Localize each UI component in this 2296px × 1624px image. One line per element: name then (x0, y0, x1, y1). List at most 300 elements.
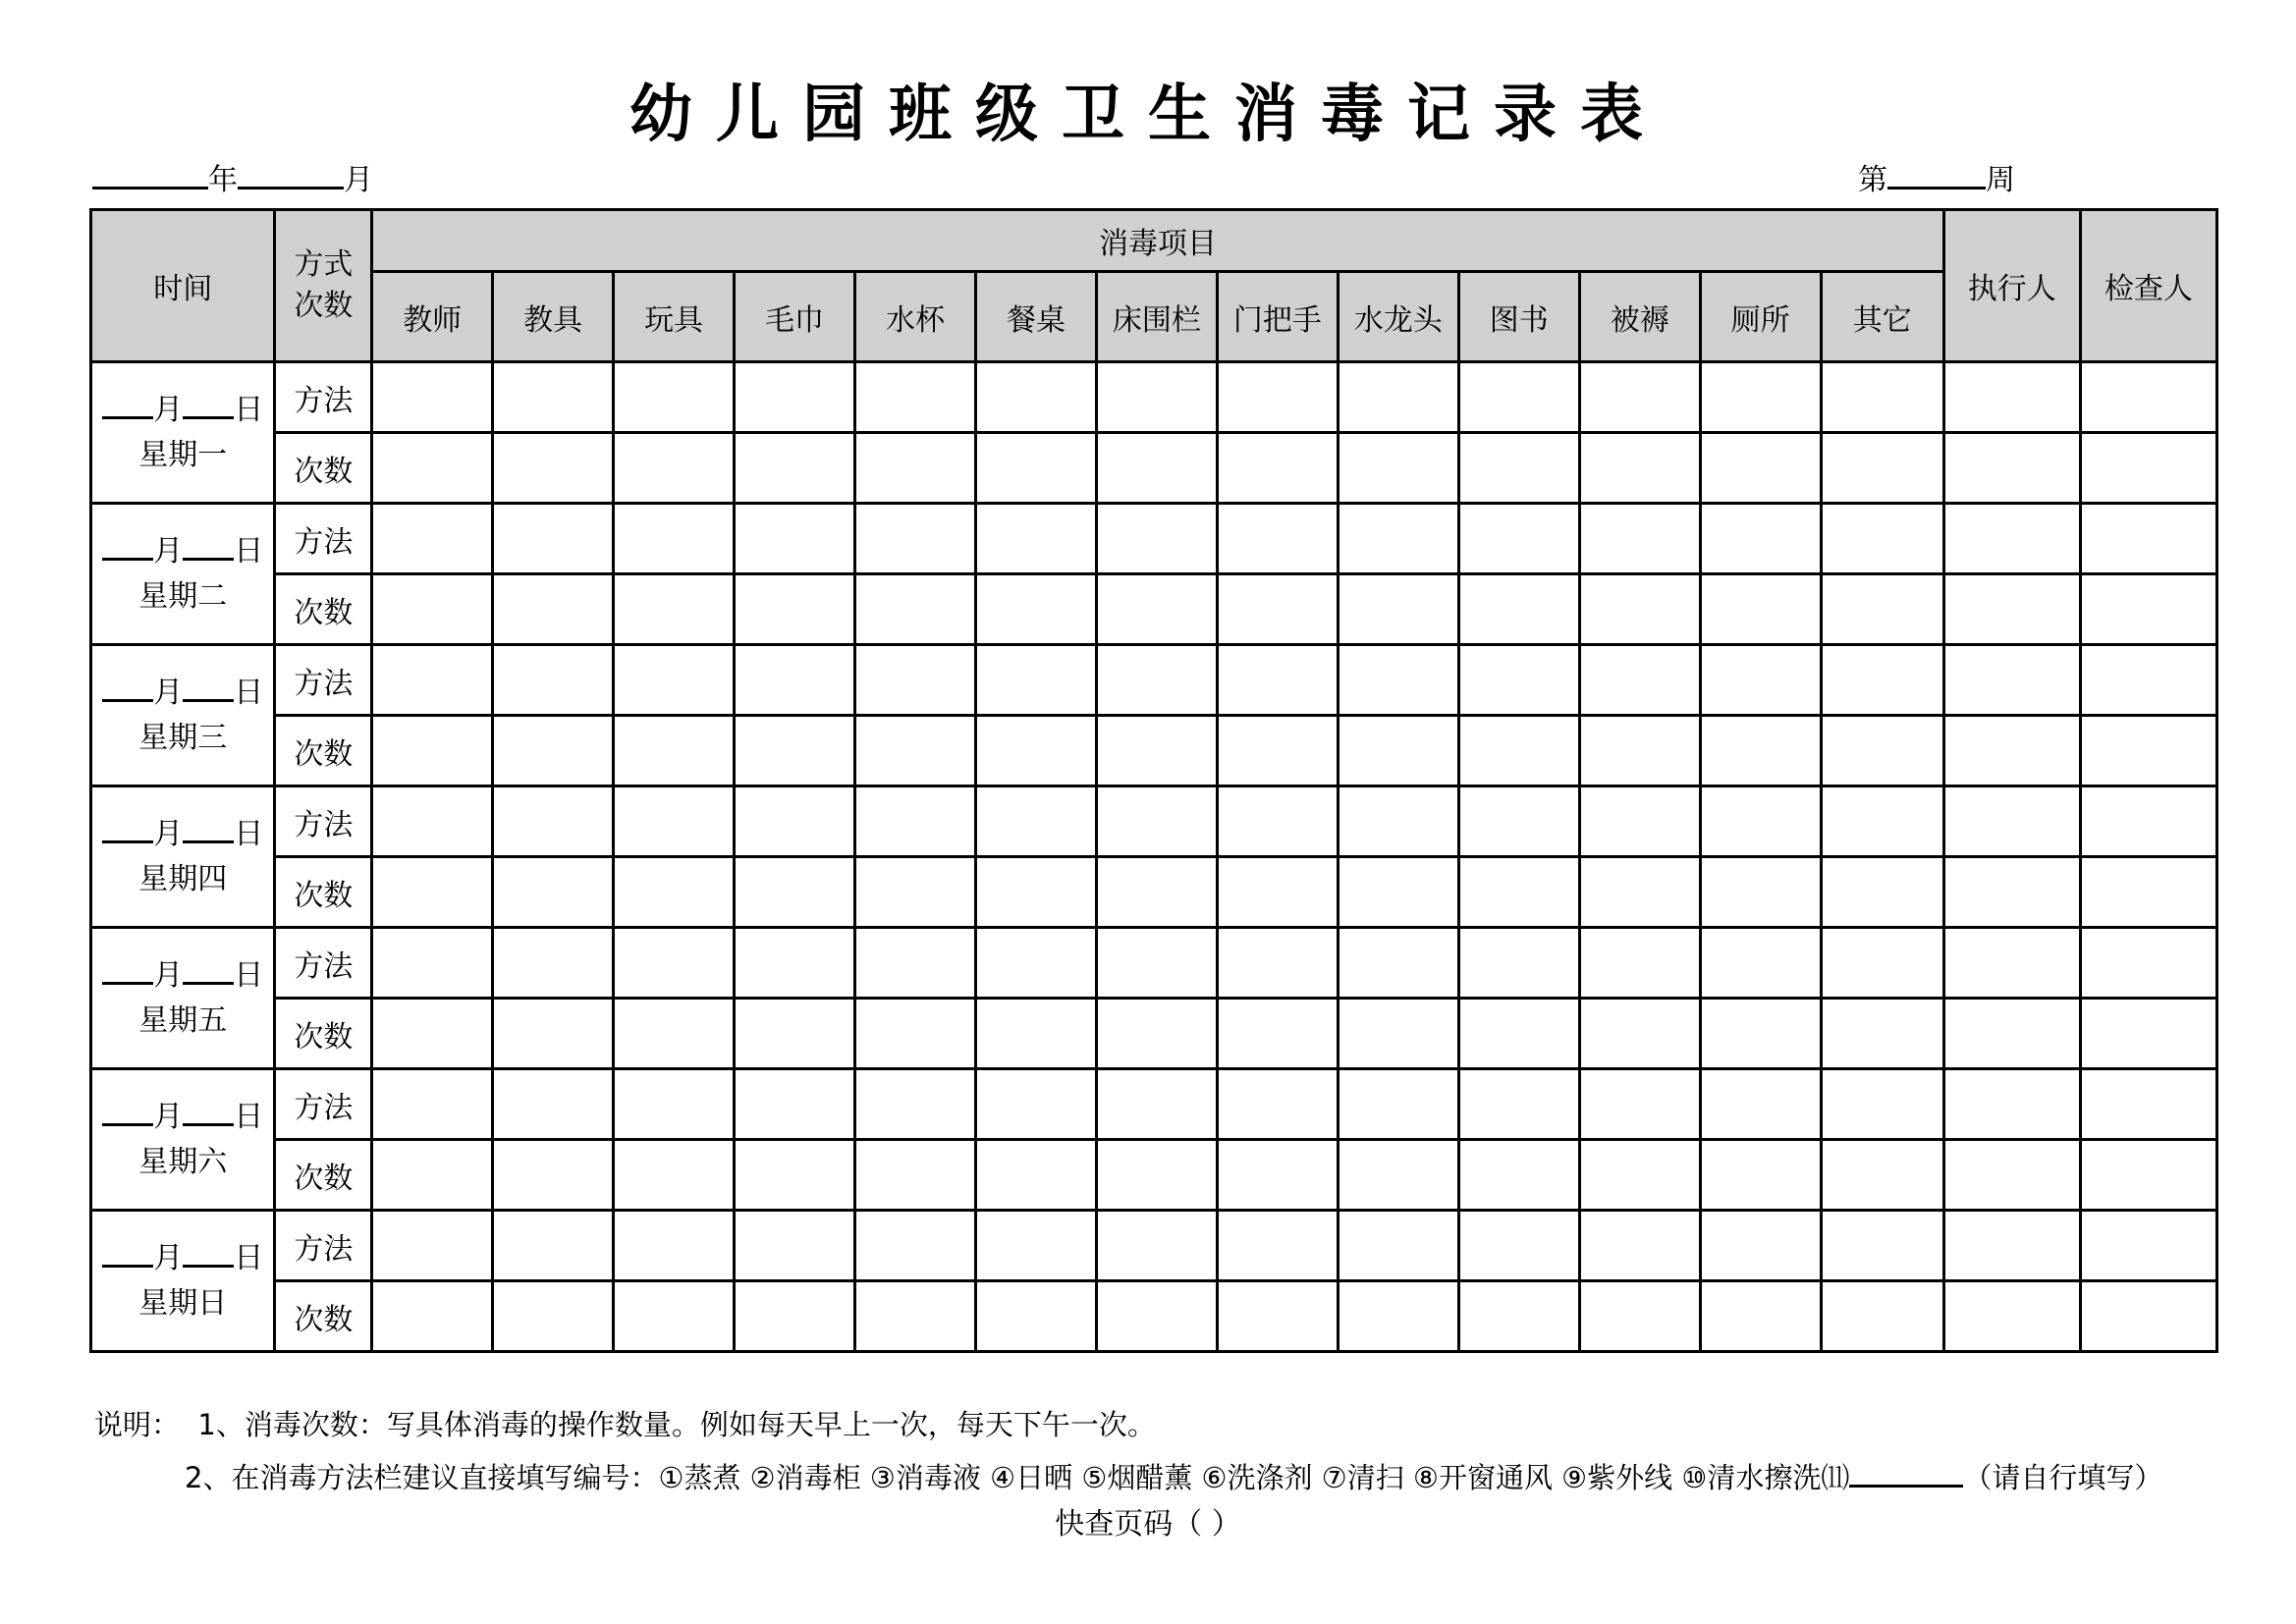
entry-cell[interactable] (1943, 857, 2080, 928)
entry-cell[interactable] (493, 716, 614, 786)
entry-cell[interactable] (1943, 999, 2080, 1069)
day-label: 日 (234, 392, 264, 427)
day-blank[interactable] (183, 672, 234, 702)
day-label: 日 (234, 1099, 264, 1134)
entry-cell[interactable] (2080, 1069, 2216, 1140)
entry-cell[interactable] (372, 928, 493, 999)
row-label: 方法 (275, 1069, 372, 1140)
entry-cell[interactable] (372, 786, 493, 857)
entry-cell[interactable] (1458, 857, 1579, 928)
day-blank[interactable] (183, 1237, 234, 1268)
entry-cell[interactable] (1217, 1211, 1338, 1281)
entry-cell[interactable] (735, 1281, 855, 1352)
entry-cell[interactable] (1700, 928, 1821, 999)
header-item: 玩具 (614, 272, 735, 362)
entry-cell[interactable] (855, 716, 976, 786)
entry-cell[interactable] (855, 1140, 976, 1211)
day-label: 日 (234, 1240, 264, 1275)
entry-cell[interactable] (1579, 645, 1700, 716)
entry-cell[interactable] (614, 716, 735, 786)
entry-cell[interactable] (1096, 928, 1217, 999)
month-blank[interactable] (102, 530, 153, 561)
entry-cell[interactable] (1700, 504, 1821, 574)
entry-cell[interactable] (1821, 1140, 1943, 1211)
entry-cell[interactable] (1096, 433, 1217, 504)
entry-cell[interactable] (1217, 1069, 1338, 1140)
header-item: 毛巾 (735, 272, 855, 362)
entry-cell[interactable] (1821, 645, 1943, 716)
entry-cell[interactable] (1217, 504, 1338, 574)
entry-cell[interactable] (855, 433, 976, 504)
date-cell (91, 645, 275, 786)
entry-cell[interactable] (1458, 1069, 1579, 1140)
entry-cell[interactable] (1821, 1069, 1943, 1140)
date-cell (91, 928, 275, 1069)
month-blank[interactable] (102, 813, 153, 843)
entry-cell[interactable] (1096, 999, 1217, 1069)
entry-cell[interactable] (1217, 574, 1338, 645)
entry-cell[interactable] (493, 857, 614, 928)
entry-cell[interactable] (1700, 645, 1821, 716)
month-label: 月 (153, 392, 184, 427)
day-label: 日 (234, 957, 264, 993)
day-label: 日 (234, 675, 264, 710)
header-disinfection-items: 消毒项目 (372, 210, 1944, 272)
entry-cell[interactable] (1217, 857, 1338, 928)
entry-cell[interactable] (1458, 1281, 1579, 1352)
entry-cell[interactable] (1096, 574, 1217, 645)
entry-cell[interactable] (2080, 645, 2216, 716)
entry-cell[interactable] (1700, 1140, 1821, 1211)
entry-cell[interactable] (493, 362, 614, 433)
entry-cell[interactable] (1579, 928, 1700, 999)
entry-cell[interactable] (1579, 1281, 1700, 1352)
entry-cell[interactable] (1579, 433, 1700, 504)
entry-cell[interactable] (1338, 504, 1458, 574)
entry-cell[interactable] (493, 999, 614, 1069)
month-blank[interactable] (102, 389, 153, 419)
entry-cell[interactable] (1943, 1140, 2080, 1211)
entry-cell[interactable] (1096, 716, 1217, 786)
table-row (91, 857, 2217, 928)
entry-cell[interactable] (1217, 1281, 1338, 1352)
month-label: 月 (344, 163, 373, 197)
entry-cell[interactable] (1217, 433, 1338, 504)
header-item: 床围栏 (1096, 272, 1217, 362)
header-item: 水杯 (855, 272, 976, 362)
week-line (1858, 157, 2015, 200)
entry-cell[interactable] (372, 1211, 493, 1281)
entry-cell[interactable] (614, 1211, 735, 1281)
entry-cell[interactable] (614, 362, 735, 433)
week-prefix: 第 (1858, 163, 1887, 197)
entry-cell[interactable] (2080, 362, 2216, 433)
entry-cell[interactable] (1338, 433, 1458, 504)
date-line (92, 953, 273, 999)
entry-cell[interactable] (1338, 574, 1458, 645)
entry-cell[interactable] (614, 504, 735, 574)
entry-cell[interactable] (1700, 362, 1821, 433)
date-line (92, 671, 273, 716)
page-code: 快查页码（ ） (1055, 1507, 1241, 1542)
entry-cell[interactable] (1096, 1140, 1217, 1211)
entry-cell[interactable] (2080, 504, 2216, 574)
entry-cell[interactable] (2080, 1281, 2216, 1352)
entry-cell[interactable] (372, 504, 493, 574)
entry-cell[interactable] (2080, 1211, 2216, 1281)
entry-cell[interactable] (1821, 1281, 1943, 1352)
entry-cell[interactable] (1338, 857, 1458, 928)
entry-cell[interactable] (372, 574, 493, 645)
entry-cell[interactable] (1821, 786, 1943, 857)
month-label: 月 (153, 675, 184, 710)
header-mode (275, 210, 372, 362)
entry-cell[interactable] (1943, 716, 2080, 786)
entry-cell[interactable] (855, 999, 976, 1069)
day-label: 日 (234, 533, 264, 568)
entry-cell[interactable] (1943, 1281, 2080, 1352)
date-line (92, 388, 273, 433)
entry-cell[interactable] (975, 716, 1096, 786)
entry-cell[interactable] (1338, 716, 1458, 786)
row-label: 方法 (275, 786, 372, 857)
entry-cell[interactable] (1821, 928, 1943, 999)
entry-cell[interactable] (1821, 362, 1943, 433)
entry-cell[interactable] (735, 1069, 855, 1140)
entry-cell[interactable] (1338, 999, 1458, 1069)
entry-cell[interactable] (493, 504, 614, 574)
table-row (91, 999, 2217, 1069)
entry-cell[interactable] (614, 928, 735, 999)
entry-cell[interactable] (372, 999, 493, 1069)
entry-cell[interactable] (1217, 1140, 1338, 1211)
weekday-label: 星期三 (138, 720, 228, 755)
entry-cell[interactable] (1458, 786, 1579, 857)
entry-cell[interactable] (1096, 1069, 1217, 1140)
header-executor: 执行人 (1943, 210, 2080, 362)
entry-cell[interactable] (1458, 574, 1579, 645)
entry-cell[interactable] (1943, 504, 2080, 574)
entry-cell[interactable] (2080, 574, 2216, 645)
month-blank[interactable] (238, 157, 344, 189)
entry-cell[interactable] (975, 645, 1096, 716)
entry-cell[interactable] (1943, 362, 2080, 433)
entry-cell[interactable] (735, 1140, 855, 1211)
year-blank[interactable] (92, 157, 208, 189)
weekday-label: 星期四 (138, 861, 228, 896)
date-line (92, 1236, 273, 1281)
entry-cell[interactable] (1217, 362, 1338, 433)
month-blank[interactable] (102, 1096, 153, 1126)
weekday-label: 星期五 (138, 1002, 228, 1038)
entry-cell[interactable] (1579, 999, 1700, 1069)
row-label: 方法 (275, 928, 372, 999)
entry-cell[interactable] (1458, 999, 1579, 1069)
entry-cell[interactable] (1821, 716, 1943, 786)
header-mode-line1: 方式 (294, 247, 354, 282)
entry-cell[interactable] (735, 786, 855, 857)
entry-cell[interactable] (493, 786, 614, 857)
entry-cell[interactable] (614, 999, 735, 1069)
entry-cell[interactable] (1700, 574, 1821, 645)
entry-cell[interactable] (975, 786, 1096, 857)
table-row (91, 645, 2217, 716)
entry-cell[interactable] (1579, 786, 1700, 857)
entry-cell[interactable] (1943, 1069, 2080, 1140)
row-label: 次数 (275, 716, 372, 786)
entry-cell[interactable] (855, 574, 976, 645)
entry-cell[interactable] (372, 433, 493, 504)
header-item: 图书 (1458, 272, 1579, 362)
entry-cell[interactable] (493, 645, 614, 716)
entry-cell[interactable] (372, 362, 493, 433)
entry-cell[interactable] (1096, 504, 1217, 574)
entry-cell[interactable] (1338, 1211, 1458, 1281)
entry-cell[interactable] (614, 857, 735, 928)
date-line (92, 812, 273, 857)
entry-cell[interactable] (855, 1281, 976, 1352)
entry-cell[interactable] (372, 1069, 493, 1140)
entry-cell[interactable] (1217, 645, 1338, 716)
day-blank[interactable] (183, 1096, 234, 1126)
month-blank[interactable] (102, 672, 153, 702)
entry-cell[interactable] (735, 645, 855, 716)
entry-cell[interactable] (1700, 433, 1821, 504)
entry-cell[interactable] (614, 786, 735, 857)
table-row (91, 433, 2217, 504)
entry-cell[interactable] (493, 1140, 614, 1211)
row-label: 次数 (275, 1281, 372, 1352)
entry-cell[interactable] (855, 504, 976, 574)
entry-cell[interactable] (735, 999, 855, 1069)
entry-cell[interactable] (1943, 786, 2080, 857)
entry-cell[interactable] (1338, 362, 1458, 433)
entry-cell[interactable] (1217, 928, 1338, 999)
month-blank[interactable] (102, 954, 153, 985)
note-2-text: 2、在消毒方法栏建议直接填写编号：①蒸煮 ②消毒柜 ③消毒液 ④日晒 ⑤烟醋薰 ⑥洗涤剂 ⑦清扫 ⑧开窗通风 ⑨紫外线 ⑩清水擦洗⑾ (185, 1461, 1850, 1494)
row-label: 次数 (275, 1140, 372, 1211)
day-blank[interactable] (183, 954, 234, 985)
day-blank[interactable] (183, 813, 234, 843)
row-label: 次数 (275, 999, 372, 1069)
entry-cell[interactable] (1217, 999, 1338, 1069)
entry-cell[interactable] (2080, 928, 2216, 999)
entry-cell[interactable] (735, 716, 855, 786)
month-blank[interactable] (102, 1237, 153, 1268)
entry-cell[interactable] (2080, 716, 2216, 786)
entry-cell[interactable] (1217, 716, 1338, 786)
entry-cell[interactable] (855, 857, 976, 928)
weekday-label: 星期日 (138, 1285, 228, 1321)
entry-cell[interactable] (975, 362, 1096, 433)
table-row (91, 1281, 2217, 1352)
date-line (92, 1095, 273, 1140)
entry-cell[interactable] (1579, 1140, 1700, 1211)
entry-cell[interactable] (855, 645, 976, 716)
date-cell (91, 786, 275, 928)
entry-cell[interactable] (1217, 786, 1338, 857)
entry-cell[interactable] (975, 928, 1096, 999)
entry-cell[interactable] (1338, 1140, 1458, 1211)
day-label: 日 (234, 816, 264, 851)
entry-cell[interactable] (1458, 504, 1579, 574)
entry-cell[interactable] (614, 645, 735, 716)
entry-cell[interactable] (855, 786, 976, 857)
entry-cell[interactable] (1338, 1069, 1458, 1140)
entry-cell[interactable] (1700, 999, 1821, 1069)
note-2-blank[interactable] (1849, 1461, 1963, 1488)
date-cell (91, 1069, 275, 1211)
entry-cell[interactable] (1458, 362, 1579, 433)
entry-cell[interactable] (1096, 786, 1217, 857)
row-label: 次数 (275, 433, 372, 504)
entry-cell[interactable] (2080, 857, 2216, 928)
entry-cell[interactable] (1943, 1211, 2080, 1281)
entry-cell[interactable] (1579, 504, 1700, 574)
entry-cell[interactable] (1096, 645, 1217, 716)
entry-cell[interactable] (1700, 1211, 1821, 1281)
month-label: 月 (153, 816, 184, 851)
entry-cell[interactable] (735, 857, 855, 928)
entry-cell[interactable] (2080, 433, 2216, 504)
table-row (91, 786, 2217, 857)
entry-cell[interactable] (372, 716, 493, 786)
entry-cell[interactable] (1338, 786, 1458, 857)
entry-cell[interactable] (975, 1211, 1096, 1281)
year-month-line (92, 157, 373, 200)
entry-cell[interactable] (614, 574, 735, 645)
entry-cell[interactable] (493, 433, 614, 504)
date-cell (91, 504, 275, 645)
entry-cell[interactable] (1338, 1281, 1458, 1352)
row-label: 次数 (275, 574, 372, 645)
entry-cell[interactable] (1579, 362, 1700, 433)
page-title: 幼儿园班级卫生消毒记录表 (629, 79, 1667, 151)
entry-cell[interactable] (1579, 1211, 1700, 1281)
row-label: 方法 (275, 1211, 372, 1281)
entry-cell[interactable] (1458, 1140, 1579, 1211)
header-mode-line2: 次数 (294, 289, 354, 323)
entry-cell[interactable] (1700, 716, 1821, 786)
entry-cell[interactable] (2080, 1140, 2216, 1211)
entry-cell[interactable] (493, 574, 614, 645)
header-item: 餐桌 (975, 272, 1096, 362)
entry-cell[interactable] (1096, 1211, 1217, 1281)
entry-cell[interactable] (2080, 786, 2216, 857)
entry-cell[interactable] (1579, 716, 1700, 786)
entry-cell[interactable] (855, 362, 976, 433)
day-blank[interactable] (183, 530, 234, 561)
entry-cell[interactable] (1458, 1211, 1579, 1281)
entry-cell[interactable] (1096, 1281, 1217, 1352)
entry-cell[interactable] (1821, 1211, 1943, 1281)
weekday-label: 星期一 (138, 437, 228, 472)
entry-cell[interactable] (1700, 1281, 1821, 1352)
entry-cell[interactable] (372, 1140, 493, 1211)
entry-cell[interactable] (1338, 928, 1458, 999)
date-cell (91, 1211, 275, 1352)
entry-cell[interactable] (1096, 857, 1217, 928)
entry-cell[interactable] (1458, 716, 1579, 786)
entry-cell[interactable] (975, 999, 1096, 1069)
table-row (91, 928, 2217, 999)
entry-cell[interactable] (1943, 645, 2080, 716)
weekday-label: 星期六 (138, 1144, 228, 1179)
entry-cell[interactable] (614, 1140, 735, 1211)
entry-cell[interactable] (614, 1281, 735, 1352)
entry-cell[interactable] (975, 1281, 1096, 1352)
entry-cell[interactable] (493, 1281, 614, 1352)
month-label: 月 (153, 957, 184, 993)
entry-cell[interactable] (975, 433, 1096, 504)
entry-cell[interactable] (1821, 999, 1943, 1069)
header-item: 其它 (1821, 272, 1943, 362)
entry-cell[interactable] (975, 1140, 1096, 1211)
entry-cell[interactable] (1821, 574, 1943, 645)
entry-cell[interactable] (1458, 433, 1579, 504)
entry-cell[interactable] (493, 1211, 614, 1281)
entry-cell[interactable] (372, 1281, 493, 1352)
entry-cell[interactable] (735, 1211, 855, 1281)
entry-cell[interactable] (1458, 645, 1579, 716)
entry-cell[interactable] (1943, 928, 2080, 999)
entry-cell[interactable] (493, 1069, 614, 1140)
entry-cell[interactable] (855, 1211, 976, 1281)
table-row (91, 504, 2217, 574)
entry-cell[interactable] (735, 362, 855, 433)
day-blank[interactable] (183, 389, 234, 419)
row-label: 方法 (275, 362, 372, 433)
entry-cell[interactable] (975, 1069, 1096, 1140)
entry-cell[interactable] (975, 857, 1096, 928)
entry-cell[interactable] (735, 504, 855, 574)
week-blank[interactable] (1887, 157, 1986, 189)
entry-cell[interactable] (1821, 857, 1943, 928)
entry-cell[interactable] (2080, 999, 2216, 1069)
entry-cell[interactable] (855, 928, 976, 999)
table-row (91, 716, 2217, 786)
entry-cell[interactable] (1943, 574, 2080, 645)
entry-cell[interactable] (493, 928, 614, 999)
entry-cell[interactable] (1821, 433, 1943, 504)
entry-cell[interactable] (614, 1069, 735, 1140)
entry-cell[interactable] (614, 433, 735, 504)
row-label: 次数 (275, 857, 372, 928)
entry-cell[interactable] (1096, 362, 1217, 433)
entry-cell[interactable] (1579, 1069, 1700, 1140)
entry-cell[interactable] (975, 504, 1096, 574)
entry-cell[interactable] (855, 1069, 976, 1140)
entry-cell[interactable] (1579, 574, 1700, 645)
row-label: 方法 (275, 504, 372, 574)
entry-cell[interactable] (1700, 786, 1821, 857)
entry-cell[interactable] (1700, 857, 1821, 928)
entry-cell[interactable] (1579, 857, 1700, 928)
entry-cell[interactable] (1458, 928, 1579, 999)
entry-cell[interactable] (372, 857, 493, 928)
month-label: 月 (153, 1240, 184, 1275)
entry-cell[interactable] (735, 433, 855, 504)
entry-cell[interactable] (735, 574, 855, 645)
entry-cell[interactable] (372, 645, 493, 716)
entry-cell[interactable] (1821, 504, 1943, 574)
entry-cell[interactable] (735, 928, 855, 999)
entry-cell[interactable] (975, 574, 1096, 645)
header-item: 门把手 (1217, 272, 1338, 362)
entry-cell[interactable] (1700, 1069, 1821, 1140)
entry-cell[interactable] (1943, 433, 2080, 504)
entry-cell[interactable] (1338, 645, 1458, 716)
